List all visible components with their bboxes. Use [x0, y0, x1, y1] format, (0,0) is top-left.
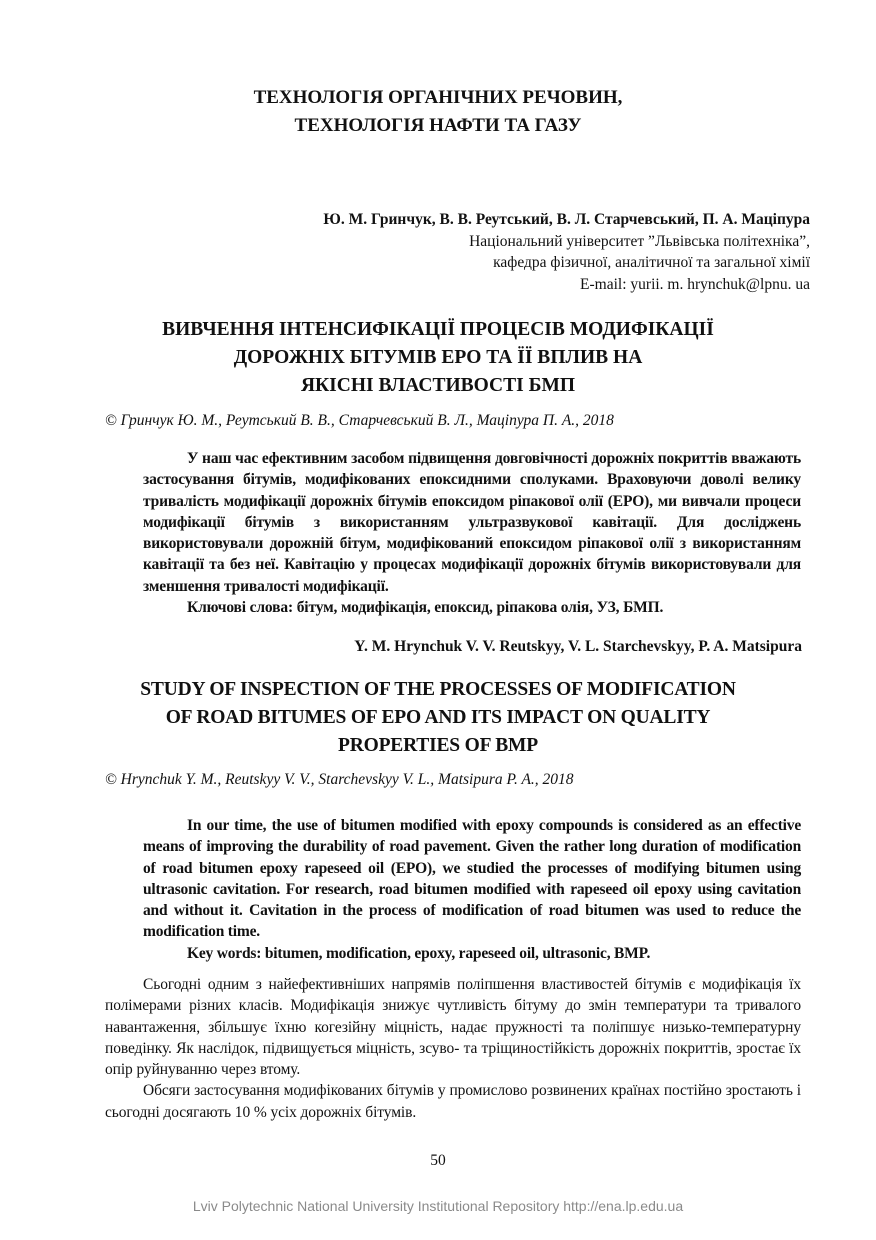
paper-title-uk — [0, 316, 876, 400]
page-number: 50 — [430, 1152, 446, 1169]
keywords-uk: Ключові слова: бітум, модифікація, епоксид, ріпакова олія, УЗ, БМП. — [187, 599, 664, 617]
section-heading-line-1: ТЕХНОЛОГІЯ ОРГАНІЧНИХ РЕЧОВИН, — [253, 87, 623, 108]
title-uk-line-3: ЯКІСНІ ВЛАСТИВОСТІ БМП — [300, 375, 576, 396]
title-en-line-2: OF ROAD BITUMES OF EPO AND ITS IMPACT ON QUALITY — [165, 707, 711, 728]
body-text — [105, 974, 801, 1123]
title-en-line-3: PROPERTIES OF BMP — [338, 735, 538, 756]
authors-affiliation-uk — [323, 209, 810, 295]
abstract-en-text: In our time, the use of bitumen modified with epoxy compounds is considered as an effective means of improving the durability of road pavement. Given the rather long duration of modification of road bitumen epoxy rapeseed oil (EPO), we studied the processes of modifying bitumen using ultrasonic cavitation. For research, road bitumen modified with rapeseed oil epoxy using cavitation and without it. Cavitation in the process of modification of road bitumen was used to reduce the modification time. — [143, 817, 801, 941]
authors-names-uk: Ю. М. Гринчук, В. В. Реутський, В. Л. Старчевський, П. А. Маціпура — [323, 211, 810, 228]
section-heading — [0, 84, 876, 140]
copyright-uk: © Гринчук Ю. М., Реутський В. В., Старчевський В. Л., Маціпура П. А., 2018 — [105, 412, 614, 429]
author-email: E-mail: yurii. m. hrynchuk@lpnu. ua — [580, 275, 810, 293]
body-paragraph-2: Обсяги застосування модифікованих бітумів у промислово розвинених країнах постійно зростають і сьогодні досягають 10 % усіх дорожніх бітумів. — [105, 1082, 801, 1121]
affiliation-university: Національний університет ”Львівська політехніка”, — [469, 232, 810, 250]
body-paragraph-1: Сьогодні одним з найефективніших напрямів поліпшення властивостей бітумів є модифікація їх полімерами різних класів. Модифікація знижує чутливість бітуму до змін температури та тривалого навантаження, збільшує їхню когезійну міцність, надає пружності та поліпшує низько-температурну поведінку. Як наслідок, підвищується міцність, зсуво- та тріщиностійкість дорожніх покриттів, зростає їх опір руйнуванню через втому. — [105, 976, 801, 1079]
section-heading-line-2: ТЕХНОЛОГІЯ НАФТИ ТА ГАЗУ — [294, 115, 582, 136]
title-en-line-1: STUDY OF INSPECTION OF THE PROCESSES OF MODIFICATION — [140, 679, 736, 700]
copyright-en: © Hrynchuk Y. M., Reutskyy V. V., Starchevskyy V. L., Matsipura P. A., 2018 — [105, 771, 574, 788]
authors-names-en: Y. M. Hrynchuk V. V. Reutskyy, V. L. Starchevskyy, P. A. Matsipura — [354, 638, 802, 655]
keywords-en: Key words: bitumen, modification, epoxy, rapeseed oil, ultrasonic, BMP. — [187, 944, 651, 962]
paper-title-en — [0, 676, 876, 760]
affiliation-department: кафедра фізичної, аналітичної та загальної хімії — [493, 254, 810, 271]
abstract-uk — [143, 448, 801, 618]
title-uk-line-1: ВИВЧЕННЯ ІНТЕНСИФІКАЦІЇ ПРОЦЕСІВ МОДИФІКАЦІЇ — [162, 319, 714, 340]
abstract-uk-text: У наш час ефективним засобом підвищення довговічності дорожніх покриттів вважають застосування бітумів, модифікованих епоксидними сполуками. Враховуючи доволі велику тривалість модифікації дорожніх бітумів епоксидом ріпакової олії (ЕРО), ми вивчали процеси модифікації бітумів з використанням ультразвукової кавітації. Для досліджень використовували дорожній бітум, модифікований епоксидом ріпакової олії з використанням кавітації та без неї. Кавітацію у процесах модифікації дорожніх бітумів використовували для зменшення тривалості модифікації. — [143, 450, 801, 595]
title-uk-line-2: ДОРОЖНІХ БІТУМІВ ЕРО ТА ЇЇ ВПЛИВ НА — [233, 347, 643, 368]
abstract-en — [143, 815, 801, 964]
repository-footer: Lviv Polytechnic National University Institutional Repository http://ena.lp.edu.ua — [192, 1198, 684, 1214]
